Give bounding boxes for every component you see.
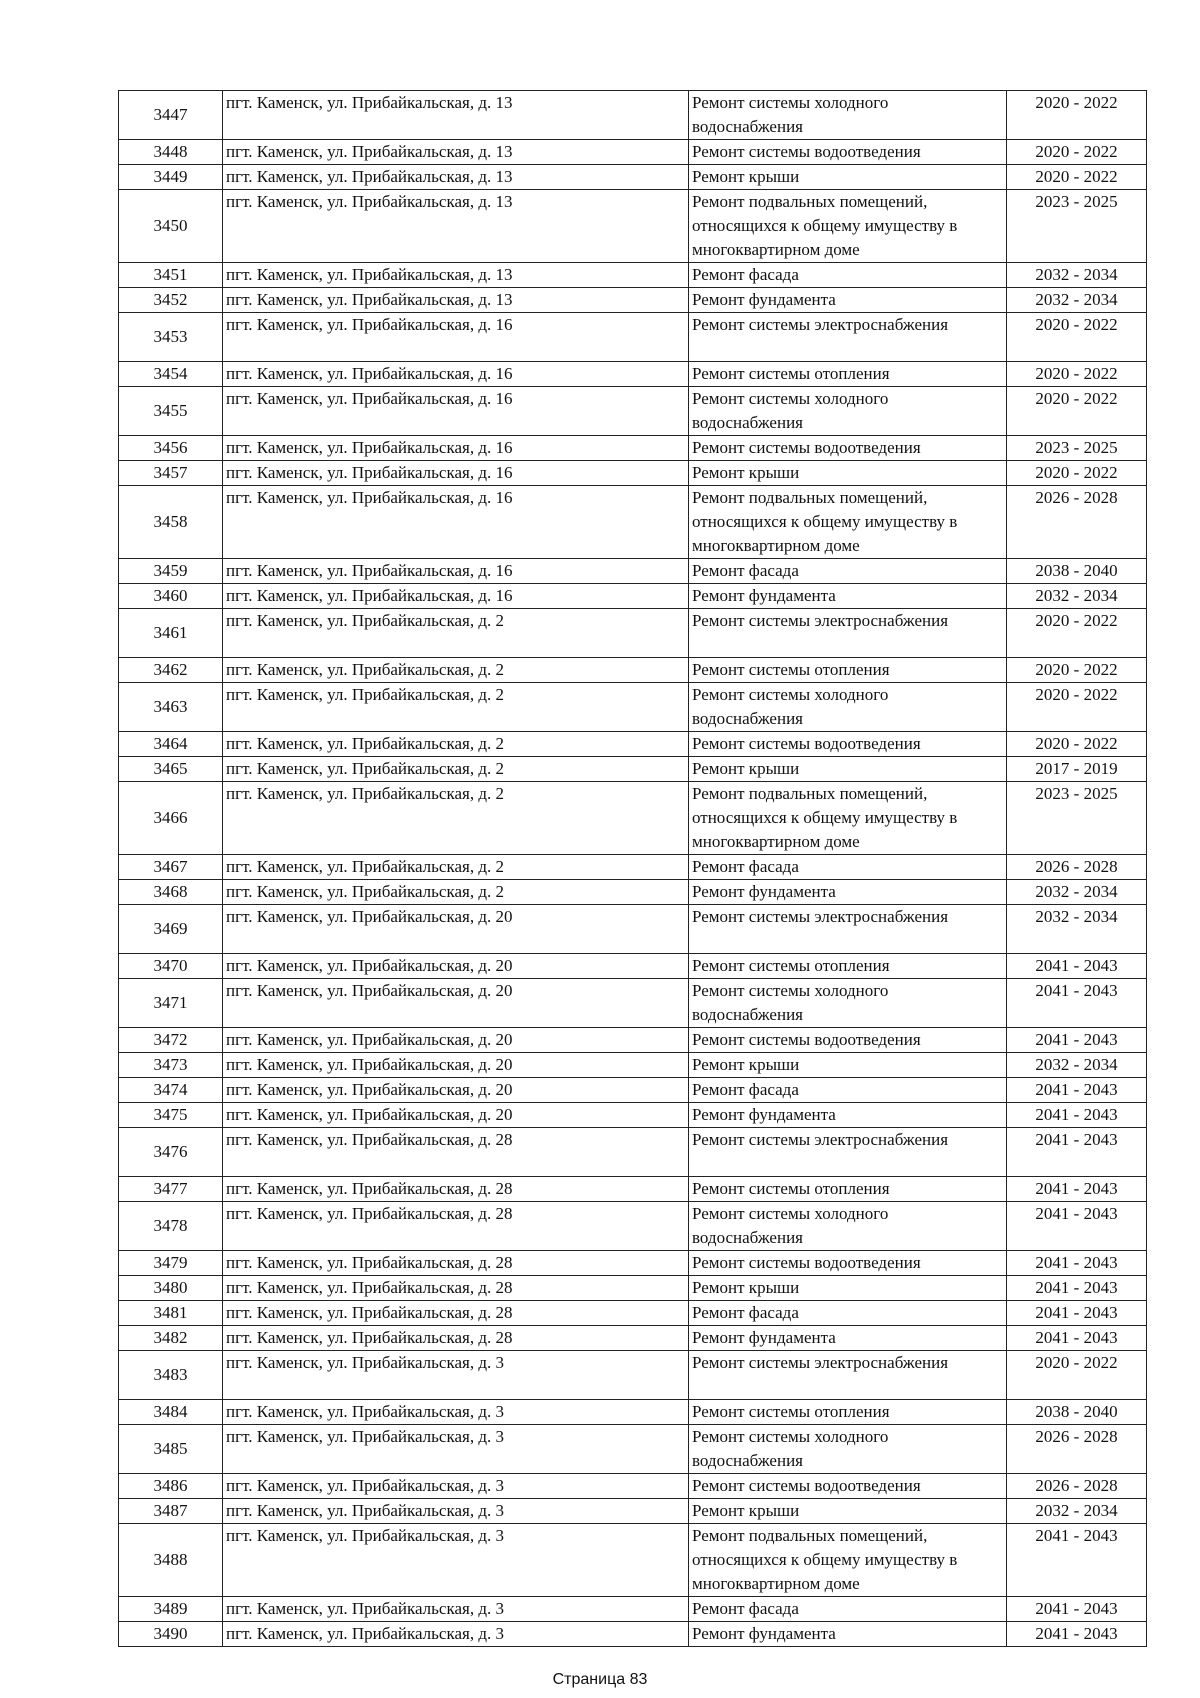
work-type-cell: Ремонт системы водоотведения — [689, 140, 1007, 165]
address-cell: пгт. Каменск, ул. Прибайкальская, д. 28 — [223, 1251, 689, 1276]
row-number-cell: 3465 — [119, 757, 223, 782]
table-row — [119, 905, 1147, 954]
period-cell: 2041 - 2043 — [1007, 1524, 1147, 1597]
row-number-cell: 3460 — [119, 584, 223, 609]
row-number-cell: 3453 — [119, 313, 223, 362]
table-row — [119, 855, 1147, 880]
row-number-cell: 3473 — [119, 1053, 223, 1078]
table-row — [119, 1251, 1147, 1276]
period-cell: 2041 - 2043 — [1007, 1128, 1147, 1177]
table-row — [119, 1474, 1147, 1499]
work-type-cell: Ремонт системы холодного водоснабжения — [689, 91, 1007, 140]
table-row — [119, 1524, 1147, 1597]
table-row — [119, 190, 1147, 263]
period-cell: 2026 - 2028 — [1007, 1474, 1147, 1499]
work-type-cell: Ремонт системы холодного водоснабжения — [689, 683, 1007, 732]
table-row — [119, 263, 1147, 288]
address-cell: пгт. Каменск, ул. Прибайкальская, д. 16 — [223, 362, 689, 387]
table-row — [119, 732, 1147, 757]
table-row — [119, 461, 1147, 486]
address-cell: пгт. Каменск, ул. Прибайкальская, д. 16 — [223, 313, 689, 362]
row-number-cell: 3463 — [119, 683, 223, 732]
period-cell: 2041 - 2043 — [1007, 1326, 1147, 1351]
table-row — [119, 1053, 1147, 1078]
period-cell: 2023 - 2025 — [1007, 190, 1147, 263]
table-row — [119, 362, 1147, 387]
work-type-cell: Ремонт фундамента — [689, 880, 1007, 905]
period-cell: 2041 - 2043 — [1007, 1103, 1147, 1128]
address-cell: пгт. Каменск, ул. Прибайкальская, д. 13 — [223, 190, 689, 263]
address-cell: пгт. Каменск, ул. Прибайкальская, д. 13 — [223, 165, 689, 190]
address-cell: пгт. Каменск, ул. Прибайкальская, д. 16 — [223, 486, 689, 559]
row-number-cell: 3489 — [119, 1597, 223, 1622]
table-row — [119, 313, 1147, 362]
table-row — [119, 559, 1147, 584]
work-type-cell: Ремонт крыши — [689, 1276, 1007, 1301]
address-cell: пгт. Каменск, ул. Прибайкальская, д. 28 — [223, 1177, 689, 1202]
period-cell: 2041 - 2043 — [1007, 954, 1147, 979]
work-type-cell: Ремонт системы электроснабжения — [689, 1351, 1007, 1400]
period-cell: 2032 - 2034 — [1007, 905, 1147, 954]
period-cell: 2020 - 2022 — [1007, 658, 1147, 683]
period-cell: 2038 - 2040 — [1007, 1400, 1147, 1425]
address-cell: пгт. Каменск, ул. Прибайкальская, д. 16 — [223, 584, 689, 609]
row-number-cell: 3461 — [119, 609, 223, 658]
work-type-cell: Ремонт подвальных помещений, относящихся к общему имуществу в многоквартирном доме — [689, 190, 1007, 263]
address-cell: пгт. Каменск, ул. Прибайкальская, д. 2 — [223, 782, 689, 855]
row-number-cell: 3475 — [119, 1103, 223, 1128]
address-cell: пгт. Каменск, ул. Прибайкальская, д. 2 — [223, 880, 689, 905]
address-cell: пгт. Каменск, ул. Прибайкальская, д. 28 — [223, 1301, 689, 1326]
table-row — [119, 683, 1147, 732]
table-row — [119, 1622, 1147, 1647]
period-cell: 2032 - 2034 — [1007, 288, 1147, 313]
table-row — [119, 1128, 1147, 1177]
address-cell: пгт. Каменск, ул. Прибайкальская, д. 20 — [223, 1103, 689, 1128]
table-row — [119, 1103, 1147, 1128]
table-row — [119, 486, 1147, 559]
address-cell: пгт. Каменск, ул. Прибайкальская, д. 16 — [223, 559, 689, 584]
row-number-cell: 3482 — [119, 1326, 223, 1351]
row-number-cell: 3478 — [119, 1202, 223, 1251]
address-cell: пгт. Каменск, ул. Прибайкальская, д. 2 — [223, 658, 689, 683]
period-cell: 2020 - 2022 — [1007, 140, 1147, 165]
address-cell: пгт. Каменск, ул. Прибайкальская, д. 20 — [223, 905, 689, 954]
row-number-cell: 3462 — [119, 658, 223, 683]
work-type-cell: Ремонт фасада — [689, 1301, 1007, 1326]
row-number-cell: 3476 — [119, 1128, 223, 1177]
period-cell: 2023 - 2025 — [1007, 782, 1147, 855]
row-number-cell: 3455 — [119, 387, 223, 436]
work-type-cell: Ремонт системы электроснабжения — [689, 905, 1007, 954]
work-type-cell: Ремонт фасада — [689, 855, 1007, 880]
period-cell: 2041 - 2043 — [1007, 979, 1147, 1028]
table-row — [119, 1301, 1147, 1326]
period-cell: 2032 - 2034 — [1007, 584, 1147, 609]
work-type-cell: Ремонт фасада — [689, 559, 1007, 584]
work-type-cell: Ремонт системы отопления — [689, 954, 1007, 979]
row-number-cell: 3468 — [119, 880, 223, 905]
table-row — [119, 1499, 1147, 1524]
table-row — [119, 1078, 1147, 1103]
table-row — [119, 1326, 1147, 1351]
address-cell: пгт. Каменск, ул. Прибайкальская, д. 28 — [223, 1326, 689, 1351]
work-type-cell: Ремонт системы электроснабжения — [689, 313, 1007, 362]
work-type-cell: Ремонт фундамента — [689, 288, 1007, 313]
row-number-cell: 3474 — [119, 1078, 223, 1103]
work-type-cell: Ремонт фундамента — [689, 1326, 1007, 1351]
table-row — [119, 1400, 1147, 1425]
row-number-cell: 3469 — [119, 905, 223, 954]
work-type-cell: Ремонт подвальных помещений, относящихся к общему имуществу в многоквартирном доме — [689, 486, 1007, 559]
address-cell: пгт. Каменск, ул. Прибайкальская, д. 3 — [223, 1524, 689, 1597]
address-cell: пгт. Каменск, ул. Прибайкальская, д. 13 — [223, 140, 689, 165]
work-type-cell: Ремонт системы электроснабжения — [689, 609, 1007, 658]
address-cell: пгт. Каменск, ул. Прибайкальская, д. 3 — [223, 1351, 689, 1400]
table-body — [119, 91, 1147, 1647]
row-number-cell: 3454 — [119, 362, 223, 387]
period-cell: 2041 - 2043 — [1007, 1202, 1147, 1251]
row-number-cell: 3486 — [119, 1474, 223, 1499]
work-type-cell: Ремонт фундамента — [689, 1622, 1007, 1647]
work-type-cell: Ремонт фундамента — [689, 584, 1007, 609]
row-number-cell: 3451 — [119, 263, 223, 288]
work-type-cell: Ремонт фасада — [689, 263, 1007, 288]
work-type-cell: Ремонт системы холодного водоснабжения — [689, 387, 1007, 436]
period-cell: 2041 - 2043 — [1007, 1251, 1147, 1276]
table-row — [119, 91, 1147, 140]
period-cell: 2041 - 2043 — [1007, 1078, 1147, 1103]
row-number-cell: 3480 — [119, 1276, 223, 1301]
period-cell: 2041 - 2043 — [1007, 1622, 1147, 1647]
period-cell: 2020 - 2022 — [1007, 165, 1147, 190]
period-cell: 2020 - 2022 — [1007, 313, 1147, 362]
row-number-cell: 3459 — [119, 559, 223, 584]
address-cell: пгт. Каменск, ул. Прибайкальская, д. 2 — [223, 855, 689, 880]
period-cell: 2041 - 2043 — [1007, 1597, 1147, 1622]
table-row — [119, 880, 1147, 905]
work-type-cell: Ремонт фасада — [689, 1597, 1007, 1622]
work-type-cell: Ремонт крыши — [689, 461, 1007, 486]
address-cell: пгт. Каменск, ул. Прибайкальская, д. 2 — [223, 757, 689, 782]
table-row — [119, 658, 1147, 683]
work-type-cell: Ремонт системы отопления — [689, 658, 1007, 683]
row-number-cell: 3477 — [119, 1177, 223, 1202]
row-number-cell: 3471 — [119, 979, 223, 1028]
row-number-cell: 3487 — [119, 1499, 223, 1524]
address-cell: пгт. Каменск, ул. Прибайкальская, д. 13 — [223, 263, 689, 288]
table-row — [119, 1425, 1147, 1474]
table-row — [119, 1597, 1147, 1622]
row-number-cell: 3447 — [119, 91, 223, 140]
period-cell: 2041 - 2043 — [1007, 1177, 1147, 1202]
work-type-cell: Ремонт фундамента — [689, 1103, 1007, 1128]
row-number-cell: 3472 — [119, 1028, 223, 1053]
work-type-cell: Ремонт системы водоотведения — [689, 732, 1007, 757]
address-cell: пгт. Каменск, ул. Прибайкальская, д. 28 — [223, 1202, 689, 1251]
table-row — [119, 140, 1147, 165]
row-number-cell: 3452 — [119, 288, 223, 313]
address-cell: пгт. Каменск, ул. Прибайкальская, д. 20 — [223, 1053, 689, 1078]
period-cell: 2026 - 2028 — [1007, 486, 1147, 559]
work-type-cell: Ремонт системы водоотведения — [689, 1028, 1007, 1053]
work-type-cell: Ремонт фасада — [689, 1078, 1007, 1103]
period-cell: 2032 - 2034 — [1007, 263, 1147, 288]
period-cell: 2032 - 2034 — [1007, 880, 1147, 905]
row-number-cell: 3456 — [119, 436, 223, 461]
page-number: Страница 83 — [552, 1671, 648, 1688]
table-row — [119, 165, 1147, 190]
row-number-cell: 3458 — [119, 486, 223, 559]
table-row — [119, 782, 1147, 855]
period-cell: 2020 - 2022 — [1007, 609, 1147, 658]
row-number-cell: 3470 — [119, 954, 223, 979]
period-cell: 2020 - 2022 — [1007, 1351, 1147, 1400]
work-type-cell: Ремонт системы электроснабжения — [689, 1128, 1007, 1177]
table-row — [119, 609, 1147, 658]
address-cell: пгт. Каменск, ул. Прибайкальская, д. 16 — [223, 461, 689, 486]
row-number-cell: 3481 — [119, 1301, 223, 1326]
address-cell: пгт. Каменск, ул. Прибайкальская, д. 13 — [223, 288, 689, 313]
period-cell: 2032 - 2034 — [1007, 1499, 1147, 1524]
address-cell: пгт. Каменск, ул. Прибайкальская, д. 3 — [223, 1622, 689, 1647]
period-cell: 2032 - 2034 — [1007, 1053, 1147, 1078]
work-type-cell: Ремонт крыши — [689, 1499, 1007, 1524]
row-number-cell: 3488 — [119, 1524, 223, 1597]
address-cell: пгт. Каменск, ул. Прибайкальская, д. 13 — [223, 91, 689, 140]
table-row — [119, 1351, 1147, 1400]
work-type-cell: Ремонт подвальных помещений, относящихся к общему имуществу в многоквартирном доме — [689, 1524, 1007, 1597]
table-row — [119, 584, 1147, 609]
row-number-cell: 3483 — [119, 1351, 223, 1400]
table-row — [119, 288, 1147, 313]
row-number-cell: 3490 — [119, 1622, 223, 1647]
period-cell: 2041 - 2043 — [1007, 1276, 1147, 1301]
address-cell: пгт. Каменск, ул. Прибайкальская, д. 3 — [223, 1425, 689, 1474]
address-cell: пгт. Каменск, ул. Прибайкальская, д. 28 — [223, 1276, 689, 1301]
address-cell: пгт. Каменск, ул. Прибайкальская, д. 3 — [223, 1597, 689, 1622]
table-row — [119, 757, 1147, 782]
work-type-cell: Ремонт системы водоотведения — [689, 1474, 1007, 1499]
work-type-cell: Ремонт крыши — [689, 1053, 1007, 1078]
address-cell: пгт. Каменск, ул. Прибайкальская, д. 20 — [223, 1028, 689, 1053]
work-type-cell: Ремонт подвальных помещений, относящихся к общему имуществу в многоквартирном доме — [689, 782, 1007, 855]
period-cell: 2020 - 2022 — [1007, 683, 1147, 732]
period-cell: 2020 - 2022 — [1007, 732, 1147, 757]
row-number-cell: 3449 — [119, 165, 223, 190]
period-cell: 2041 - 2043 — [1007, 1301, 1147, 1326]
address-cell: пгт. Каменск, ул. Прибайкальская, д. 16 — [223, 387, 689, 436]
period-cell: 2020 - 2022 — [1007, 362, 1147, 387]
table-row — [119, 1028, 1147, 1053]
address-cell: пгт. Каменск, ул. Прибайкальская, д. 3 — [223, 1474, 689, 1499]
work-type-cell: Ремонт крыши — [689, 165, 1007, 190]
work-type-cell: Ремонт системы водоотведения — [689, 436, 1007, 461]
period-cell: 2038 - 2040 — [1007, 559, 1147, 584]
table-row — [119, 387, 1147, 436]
row-number-cell: 3484 — [119, 1400, 223, 1425]
table-row — [119, 1177, 1147, 1202]
address-cell: пгт. Каменск, ул. Прибайкальская, д. 2 — [223, 732, 689, 757]
table-row — [119, 1202, 1147, 1251]
period-cell: 2023 - 2025 — [1007, 436, 1147, 461]
work-type-cell: Ремонт системы отопления — [689, 1177, 1007, 1202]
address-cell: пгт. Каменск, ул. Прибайкальская, д. 16 — [223, 436, 689, 461]
row-number-cell: 3450 — [119, 190, 223, 263]
work-type-cell: Ремонт системы холодного водоснабжения — [689, 979, 1007, 1028]
period-cell: 2017 - 2019 — [1007, 757, 1147, 782]
work-type-cell: Ремонт системы водоотведения — [689, 1251, 1007, 1276]
table-row — [119, 979, 1147, 1028]
period-cell: 2041 - 2043 — [1007, 1028, 1147, 1053]
address-cell: пгт. Каменск, ул. Прибайкальская, д. 20 — [223, 954, 689, 979]
address-cell: пгт. Каменск, ул. Прибайкальская, д. 2 — [223, 609, 689, 658]
row-number-cell: 3466 — [119, 782, 223, 855]
address-cell: пгт. Каменск, ул. Прибайкальская, д. 20 — [223, 979, 689, 1028]
period-cell: 2026 - 2028 — [1007, 855, 1147, 880]
period-cell: 2020 - 2022 — [1007, 387, 1147, 436]
row-number-cell: 3448 — [119, 140, 223, 165]
work-type-cell: Ремонт системы холодного водоснабжения — [689, 1425, 1007, 1474]
work-type-cell: Ремонт системы отопления — [689, 1400, 1007, 1425]
period-cell: 2026 - 2028 — [1007, 1425, 1147, 1474]
row-number-cell: 3464 — [119, 732, 223, 757]
row-number-cell: 3467 — [119, 855, 223, 880]
address-cell: пгт. Каменск, ул. Прибайкальская, д. 3 — [223, 1499, 689, 1524]
work-type-cell: Ремонт крыши — [689, 757, 1007, 782]
repair-schedule-table — [118, 90, 1147, 1647]
table-row — [119, 436, 1147, 461]
row-number-cell: 3485 — [119, 1425, 223, 1474]
row-number-cell: 3479 — [119, 1251, 223, 1276]
address-cell: пгт. Каменск, ул. Прибайкальская, д. 28 — [223, 1128, 689, 1177]
period-cell: 2020 - 2022 — [1007, 461, 1147, 486]
period-cell: 2020 - 2022 — [1007, 91, 1147, 140]
address-cell: пгт. Каменск, ул. Прибайкальская, д. 2 — [223, 683, 689, 732]
work-type-cell: Ремонт системы холодного водоснабжения — [689, 1202, 1007, 1251]
address-cell: пгт. Каменск, ул. Прибайкальская, д. 20 — [223, 1078, 689, 1103]
work-type-cell: Ремонт системы отопления — [689, 362, 1007, 387]
table-row — [119, 954, 1147, 979]
row-number-cell: 3457 — [119, 461, 223, 486]
address-cell: пгт. Каменск, ул. Прибайкальская, д. 3 — [223, 1400, 689, 1425]
table-row — [119, 1276, 1147, 1301]
